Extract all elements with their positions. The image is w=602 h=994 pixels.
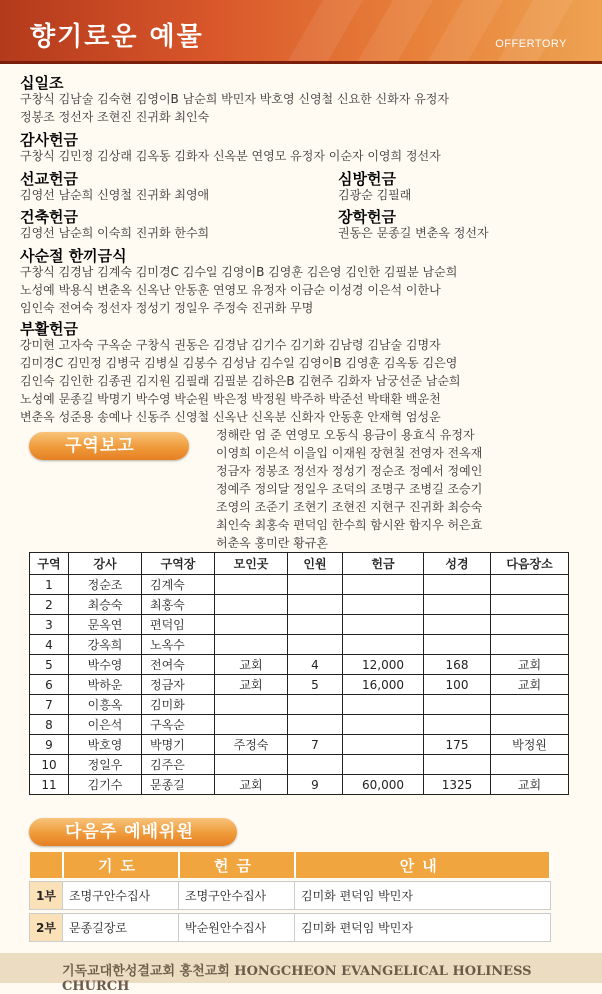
table-cell: 11 [30,775,69,795]
name-line: 김미경C 김민정 김병국 김병실 김봉수 김성남 김수일 김영이B 김영훈 김옥동 김은영 [20,356,458,370]
name-line: 정봉조 정선자 조현진 진귀화 최인숙 [20,110,210,124]
table-cell [343,595,424,615]
table-cell: 12,000 [343,655,424,675]
scholar-names [338,224,489,242]
header-rule [0,61,602,64]
col-header: 구역 [30,553,69,575]
table-row [30,655,569,675]
name-line: 김영선 남순희 이숙희 진귀화 한수희 [20,226,210,240]
col-header: 헌금 [179,852,295,878]
col-header: 인원 [288,553,343,575]
table-row [30,715,569,735]
table-cell: 교회 [215,775,288,795]
table-row [30,595,569,615]
name-line: 정예주 정의달 정일우 조덕의 조명구 조병길 조승기 [216,482,483,496]
name-line: 정해란 엄 준 연영모 오동식 용금이 용효식 유정자 [216,428,475,442]
table-row [30,755,569,775]
table-cell [343,695,424,715]
table-cell [424,635,491,655]
table-cell: 이흥옥 [69,695,142,715]
table-cell: 7 [30,695,69,715]
table-row [30,675,569,695]
table-cell: 5 [30,655,69,675]
table-cell: 노옥수 [142,635,215,655]
service-label: 2부 [30,914,63,942]
name-line: 김인숙 김인한 김종권 김지원 김필래 김필분 김하은B 김현주 김화자 남궁선준 남순희 [20,374,461,388]
table-cell: 교회 [215,655,288,675]
col-header: 기도 [63,852,179,878]
table-cell [288,575,343,595]
page-subtitle: OFFERTORY [495,38,567,50]
table-cell [491,715,569,735]
zone-report-body [30,575,569,795]
table-cell: 전여숙 [142,655,215,675]
table-cell: 16,000 [343,675,424,695]
table-cell [343,755,424,775]
table-cell: 6 [30,675,69,695]
table-cell: 9 [30,735,69,755]
name-line: 김영선 남순희 신영철 진귀화 최영애 [20,188,210,202]
table-cell: 박하운 [69,675,142,695]
table-cell: 최승숙 [69,595,142,615]
table-cell: 박호영 [69,735,142,755]
page-title: 향기로운 예물 [30,22,204,52]
table-cell: 175 [424,735,491,755]
table-cell [491,755,569,775]
table-cell: 4 [30,635,69,655]
thanks-names [20,147,441,165]
table-cell: 교회 [215,675,288,695]
table-cell [215,635,288,655]
next-week-heading: 다음주 예배위원 [29,818,237,846]
next-week-table [29,852,551,942]
name-line: 구창식 김민정 김상래 김옥동 김화자 신옥분 연영모 유정자 이순자 이영희 정선자 [20,149,441,163]
table-cell [491,635,569,655]
church-footer [0,953,602,994]
table-cell: 이은석 [69,715,142,735]
name-line: 정금자 정봉조 정선자 정성기 정순조 정예서 정예인 [216,464,483,478]
table-cell [288,755,343,775]
easter-names-continued [216,426,482,552]
table-row [30,735,569,755]
blank-header [30,852,63,878]
guide-cell: 김미화 편덕임 박민자 [295,882,551,910]
name-line: 허춘옥 홍미란 황규혼 [216,536,328,550]
table-cell: 168 [424,655,491,675]
table-cell: 100 [424,675,491,695]
table-cell [288,635,343,655]
col-header: 강사 [69,553,142,575]
name-line: 임인숙 전여숙 정선자 정성기 정일우 주정숙 진귀화 무명 [20,301,314,315]
name-line: 조영의 조준기 조현기 조현진 지현구 진귀화 최승숙 [216,500,483,514]
name-line: 이영희 이은석 이을입 이재원 장현칠 전영자 전옥재 [216,446,483,460]
table-cell: 문옥연 [69,615,142,635]
table-cell: 박명기 [142,735,215,755]
table-cell: 1325 [424,775,491,795]
table-cell: 교회 [491,675,569,695]
table-row [30,914,551,942]
table-cell [288,595,343,615]
tithe-names [20,90,449,126]
building-names [20,224,209,242]
name-line: 최인숙 최홍숙 편덕임 한수희 함시완 함지우 허은효 [216,518,483,532]
offering-cell: 조명구안수집사 [179,882,295,910]
table-cell: 김미화 [142,695,215,715]
table-row [30,882,551,910]
col-header: 구역장 [142,553,215,575]
tithe-title: 십일조 [20,74,64,92]
table-cell [343,615,424,635]
table-cell [288,715,343,735]
table-cell [215,755,288,775]
table-cell: 박정원 [491,735,569,755]
service-label: 1부 [30,882,63,910]
building-title: 건축헌금 [20,208,78,226]
prayer-cell: 문종길장로 [63,914,179,942]
table-cell: 최홍숙 [142,595,215,615]
zone-report-table [29,552,569,795]
table-cell [424,595,491,615]
visit-names [338,186,411,204]
name-line: 구창식 김경남 김계숙 김미경C 김수일 김영이B 김영훈 김은영 김인한 김필분 남순희 [20,265,458,279]
table-row [30,615,569,635]
table-header-row [30,553,569,575]
table-cell: 김기수 [69,775,142,795]
table-cell: 강옥희 [69,635,142,655]
table-cell [424,755,491,775]
col-header: 안내 [295,852,551,878]
table-cell [343,575,424,595]
name-line: 변춘옥 성준용 송예나 신동주 신영철 신옥난 신옥분 신화자 안동훈 안재혁 엄성운 [20,410,441,424]
header-stripe [265,0,374,64]
table-cell: 교회 [491,775,569,795]
table-cell [491,595,569,615]
table-cell: 10 [30,755,69,775]
table-cell [343,715,424,735]
mission-title: 선교헌금 [20,170,78,188]
table-cell [424,615,491,635]
table-cell [343,635,424,655]
table-cell: 7 [288,735,343,755]
table-cell [491,615,569,635]
table-cell: 구옥순 [142,715,215,735]
table-cell: 문종길 [142,775,215,795]
easter-names [20,336,461,426]
table-cell [215,615,288,635]
name-line: 노성예 박용식 변춘옥 신옥난 안동훈 연영모 유정자 이금순 이성경 이은석 이한나 [20,283,441,297]
lent-title: 사순절 한끼금식 [20,247,127,265]
table-cell [491,575,569,595]
prayer-cell: 조명구안수집사 [63,882,179,910]
col-header: 다음장소 [491,553,569,575]
table-cell: 정금자 [142,675,215,695]
col-header: 성경 [424,553,491,575]
visit-title: 심방헌금 [338,170,396,188]
table-cell [424,715,491,735]
name-line: 구창식 김남술 김숙현 김영이B 남순희 박민자 박호영 신영철 신요한 신화자 유정자 [20,92,449,106]
table-row [30,635,569,655]
name-line: 노성예 문종길 박명기 박수영 박순원 박은정 박정원 박주하 박준선 박태환 백운천 [20,392,441,406]
table-cell: 1 [30,575,69,595]
table-cell [215,695,288,715]
table-cell: 편덕임 [142,615,215,635]
lent-names [20,263,457,317]
table-cell [424,575,491,595]
name-line: 권동은 문종길 변춘옥 정선자 [338,226,489,240]
table-cell: 3 [30,615,69,635]
table-cell [343,735,424,755]
table-cell [215,715,288,735]
table-cell: 박수영 [69,655,142,675]
table-cell: 정순조 [69,575,142,595]
table-cell: 김계숙 [142,575,215,595]
table-cell [215,575,288,595]
zone-report-heading: 구역보고 [29,432,189,460]
table-cell [215,595,288,615]
col-header: 헌금 [343,553,424,575]
table-cell: 60,000 [343,775,424,795]
table-cell: 김주은 [142,755,215,775]
footer-text: 기독교대한성결교회 홍천교회 HONGCHEON EVANGELICAL HOLINESS CHURCH [62,964,532,994]
name-line: 김광순 김필래 [338,188,412,202]
table-header-row [30,852,551,878]
table-row [30,695,569,715]
table-cell: 2 [30,595,69,615]
offering-cell: 박순원안수집사 [179,914,295,942]
scholar-title: 장학헌금 [338,208,396,226]
table-cell: 8 [30,715,69,735]
guide-cell: 김미화 편덕임 박민자 [295,914,551,942]
offertory-header [0,0,602,64]
table-row [30,775,569,795]
table-cell [424,695,491,715]
table-cell: 9 [288,775,343,795]
easter-title: 부활헌금 [20,320,78,338]
table-cell: 교회 [491,655,569,675]
table-row [30,575,569,595]
name-line: 강미현 고자숙 구옥순 구창식 권동은 김경남 김기수 김기화 김남령 김남술 김명자 [20,338,441,352]
thanks-title: 감사헌금 [20,131,78,149]
table-cell: 4 [288,655,343,675]
table-cell: 5 [288,675,343,695]
table-cell: 정일우 [69,755,142,775]
table-cell [491,695,569,715]
table-cell: 주정숙 [215,735,288,755]
col-header: 모인곳 [215,553,288,575]
table-cell [288,695,343,715]
table-cell [288,615,343,635]
mission-names [20,186,209,204]
